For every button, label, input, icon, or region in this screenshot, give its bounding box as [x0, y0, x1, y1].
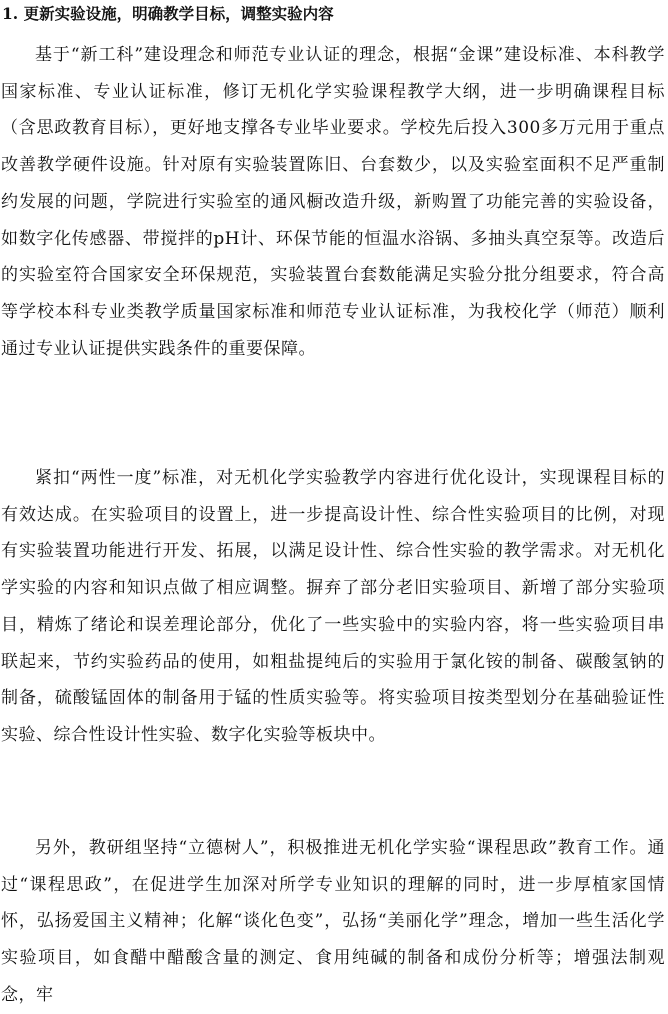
- paragraph-content-design: 紧扣“两性一度”标准，对无机化学实验教学内容进行优化设计，实现课程目标的有效达成。在实验项目的设置上，进一步提高设计性、综合性实验项目的比例，对现有实验装置功能进行开发、拓展，以满足设计性、综合性实验的教学需求。对无机化学实验的内容和知识点做了相应调整。摒弃了部分老旧实验项目、新增了部分实验项目，精炼了绪论和误差理论部分，优化了一些实验中的实验内容，将一些实验项目串联起来，节约实验药品的使用，如粗盐提纯后的实验用于氯化铵的制备、碳酸氢钠的制备，硫酸锰固体的制备用于锰的性质实验等。将实验项目按类型划分在基础验证性实验、综合性设计性实验、数字化实验等板块中。: [1, 468, 665, 745]
- paragraph-ideology-education: 另外，教研组坚持“立德树人”，积极推进无机化学实验“课程思政”教育工作。通过“课程思政”，在促进学生加深对所学专业知识的理解的同时，进一步厚植家国情怀，弘扬爱国主义精神；化解“谈化色变”，弘扬“美丽化学”理念，增加一些生活化学实验项目，如食醋中醋酸含量的测定、食用纯碱的制备和成份分析等；增强法制观念，牢: [1, 838, 665, 1005]
- section-heading: 1. 更新实验设施，明确教学目标，调整实验内容: [2, 4, 334, 23]
- paragraph-facilities: 基于“新工科”建设理念和师范专业认证的理念，根据“金课”建设标准、本科教学国家标准、专业认证标准，修订无机化学实验课程教学大纲，进一步明确课程目标（含思政教育目标），更好地支撑各专业毕业要求。学校先后投入300多万元用于重点改善教学硬件设施。针对原有实验装置陈旧、台套数少，以及实验室面积不足严重制约发展的问题，学院进行实验室的通风橱改造升级，新购置了功能完善的实验设备，如数字化传感器、带搅拌的pH计、环保节能的恒温水浴锅、多抽头真空泵等。改造后的实验室符合国家安全环保规范，实验装置台套数能满足实验分批分组要求，符合高等学校本科专业类教学质量国家标准和师范专业认证标准，为我校化学（师范）顺利通过专业认证提供实践条件的重要保障。: [1, 45, 665, 359]
